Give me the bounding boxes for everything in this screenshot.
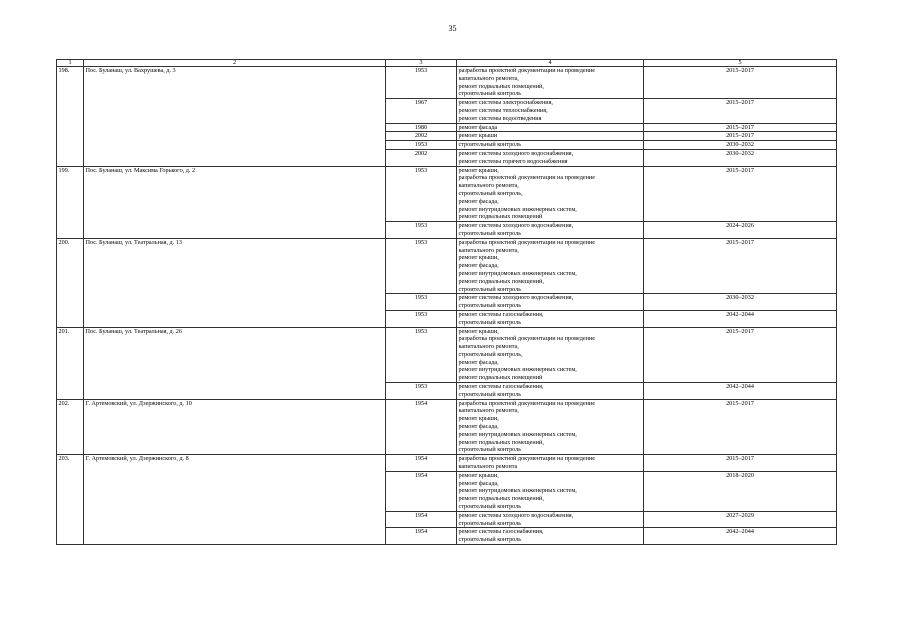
works-cell: ремонт крыши, разработка проектной документации на проведение капитального ремонта, строительный контроль, ремонт фасада, ремонт внутридомовых инженерных систем, ремонт подвальных помещений [457, 327, 644, 383]
period-cell: 2042–2044 [644, 528, 837, 545]
table-row [57, 455, 837, 472]
year-cell: 1953 [386, 238, 457, 294]
table-row [57, 238, 837, 294]
year-cell: 1953 [386, 166, 457, 222]
works-cell: разработка проектной документации на проведение капитального ремонта, ремонт крыши, ремонт фасада, ремонт внутридомовых инженерных систем, ремонт подвальных помещений, строительный контроль [457, 399, 644, 455]
period-cell: 2015–2017 [644, 166, 837, 222]
period-cell: 2030–2032 [644, 294, 837, 311]
address-cell: Пос. Буланаш, ул. Театральная, д. 13 [84, 238, 386, 327]
period-cell: 2015–2017 [644, 399, 837, 455]
year-cell: 1953 [386, 327, 457, 383]
table-row [57, 67, 837, 99]
works-cell: разработка проектной документации на проведение капитального ремонта, ремонт крыши, ремонт фасада, ремонт внутридомовых инженерных систем, ремонт подвальных помещений, строительный контроль [457, 238, 644, 294]
works-cell: ремонт системы холодного водоснабжения, строительный контроль [457, 222, 644, 239]
year-cell: 1953 [386, 310, 457, 327]
row-number-cell: 202. [57, 399, 84, 455]
year-cell: 1953 [386, 67, 457, 99]
column-header: 5 [644, 60, 837, 67]
period-cell: 2027–2029 [644, 511, 837, 528]
works-cell: ремонт системы газоснабжения, строительный контроль [457, 528, 644, 545]
year-cell: 1954 [386, 528, 457, 545]
table-row [57, 399, 837, 455]
period-cell: 2030–2032 [644, 149, 837, 166]
year-cell: 2002 [386, 149, 457, 166]
works-cell: ремонт крыши, разработка проектной документации на проведение капитального ремонта, строительный контроль, ремонт фасада, ремонт внутридомовых инженерных систем, ремонт подвальных помещений [457, 166, 644, 222]
year-cell: 1953 [386, 222, 457, 239]
period-cell: 2015–2017 [644, 238, 837, 294]
period-cell: 2042–2044 [644, 310, 837, 327]
period-cell: 2042–2044 [644, 383, 837, 400]
row-number-cell: 198. [57, 67, 84, 167]
address-cell: Г. Артемовский, ул. Дзержинского, д. 8 [84, 455, 386, 545]
year-cell: 1954 [386, 455, 457, 472]
year-cell: 1953 [386, 294, 457, 311]
year-cell: 1980 [386, 123, 457, 132]
works-cell: ремонт системы газоснабжения, строительный контроль [457, 310, 644, 327]
column-header: 1 [57, 60, 84, 67]
year-cell: 1967 [386, 99, 457, 123]
year-cell: 1954 [386, 399, 457, 455]
period-cell: 2015–2017 [644, 327, 837, 383]
table-row [57, 327, 837, 383]
address-cell: Пос. Буланаш, ул. Вахрушева, д. 3 [84, 67, 386, 167]
row-number-cell: 199. [57, 166, 84, 238]
works-cell: ремонт фасада [457, 123, 644, 132]
works-cell: строительный контроль [457, 141, 644, 150]
period-cell: 2015–2017 [644, 123, 837, 132]
year-cell: 1954 [386, 511, 457, 528]
period-cell: 2015–2017 [644, 132, 837, 141]
works-cell: ремонт системы электроснабжения, ремонт системы теплоснабжения, ремонт системы водоотведения [457, 99, 644, 123]
table-row [57, 166, 837, 222]
period-cell: 2015–2017 [644, 67, 837, 99]
works-cell: ремонт крыши, ремонт фасада, ремонт внутридомовых инженерных систем, ремонт подвальных помещений, строительный контроль [457, 471, 644, 511]
works-cell: ремонт системы холодного водоснабжения, строительный контроль [457, 294, 644, 311]
period-cell: 2030–2032 [644, 141, 837, 150]
address-cell: Г. Артемовский, ул. Дзержинского, д. 10 [84, 399, 386, 455]
works-cell: ремонт системы холодного водоснабжения, ремонт системы горячего водоснабжения [457, 149, 644, 166]
column-number-row [57, 60, 837, 67]
period-cell: 2015–2017 [644, 455, 837, 472]
year-cell: 1954 [386, 471, 457, 511]
row-number-cell: 200. [57, 238, 84, 327]
year-cell: 2002 [386, 132, 457, 141]
address-cell: Пос. Буланаш, ул. Театральная, д. 26 [84, 327, 386, 399]
row-number-cell: 203. [57, 455, 84, 545]
row-number-cell: 201. [57, 327, 84, 399]
works-cell: разработка проектной документации на проведение капитального ремонта [457, 455, 644, 472]
works-cell: разработка проектной документации на проведение капитального ремонта, ремонт подвальных помещений, строительный контроль [457, 67, 644, 99]
works-cell: ремонт системы холодного водоснабжения, строительный контроль [457, 511, 644, 528]
works-cell: ремонт крыши [457, 132, 644, 141]
year-cell: 1953 [386, 141, 457, 150]
page-number: 35 [448, 24, 457, 33]
period-cell: 2018–2020 [644, 471, 837, 511]
period-cell: 2024–2026 [644, 222, 837, 239]
period-cell: 2015–2017 [644, 99, 837, 123]
address-cell: Пос. Буланаш, ул. Максима Горького, д. 2 [84, 166, 386, 238]
column-header: 4 [457, 60, 644, 67]
table-body [57, 60, 837, 545]
column-header: 2 [84, 60, 386, 67]
column-header: 3 [386, 60, 457, 67]
works-cell: ремонт системы газоснабжения, строительный контроль [457, 383, 644, 400]
capital-repair-table [56, 59, 837, 545]
year-cell: 1953 [386, 383, 457, 400]
